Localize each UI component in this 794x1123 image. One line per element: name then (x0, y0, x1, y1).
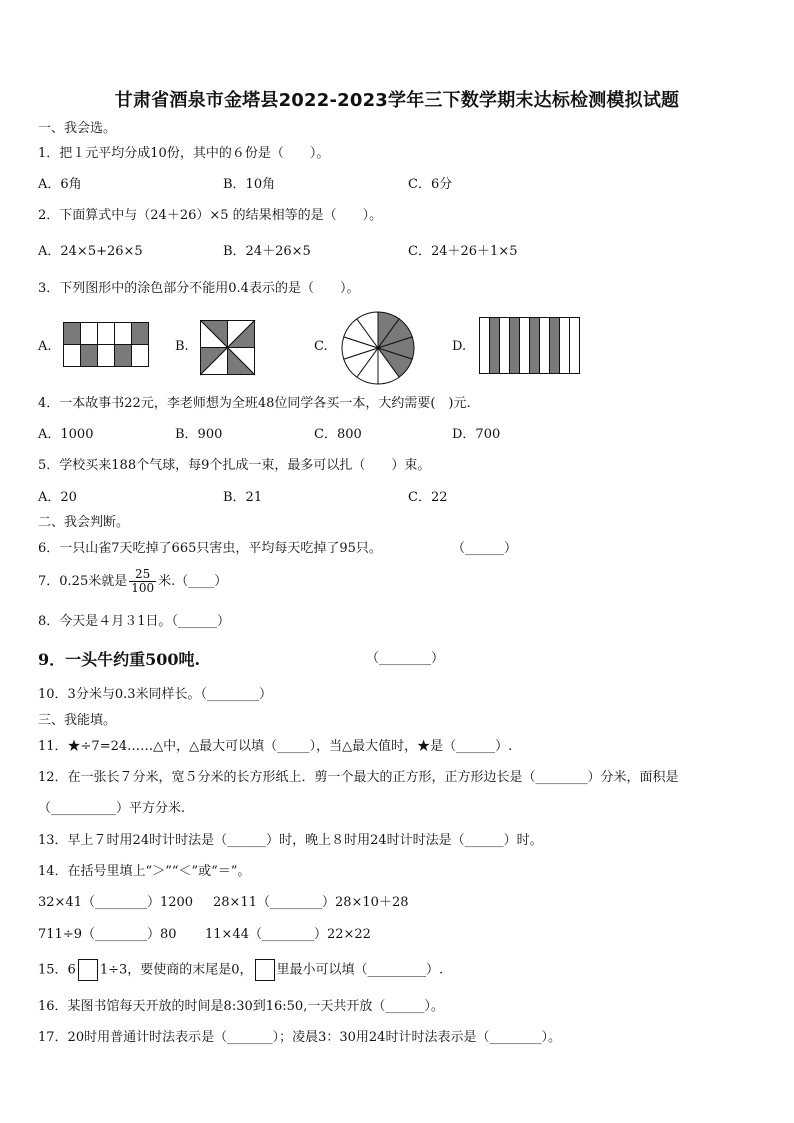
q2-option-c: C．24＋26＋1×5 (408, 244, 518, 259)
figure-a-grid (63, 322, 150, 368)
question-8: 8．今天是４月３1日。（______） (38, 614, 231, 629)
q1-option-b: B．10角 (223, 177, 276, 192)
strip (500, 318, 510, 374)
q2-option-b: B．24＋26×5 (223, 244, 311, 259)
strip (530, 318, 540, 374)
q7-suffix: 米.（____） (158, 574, 228, 589)
q4-option-c: C．800 (314, 427, 362, 442)
digit-box[interactable] (78, 959, 98, 981)
question-10: 10．3分米与0.3米同样长。（________） (38, 687, 272, 702)
question-3: 3．下列图形中的涂色部分不能用0.4表示的是（ ）。 (38, 281, 360, 296)
q4-option-a: A．1000 (38, 427, 94, 442)
q2-option-a: A．24×5+26×5 (38, 244, 143, 259)
q14-item-2: 28×11（________）28×10＋28 (213, 895, 409, 910)
q1-option-c: C．6分 (408, 177, 453, 192)
question-14: 14．在括号里填上“＞”“＜”或“＝”。 (38, 864, 251, 879)
q14-item-3: 711÷9（________）80 (38, 927, 177, 942)
figure-b-square (200, 320, 256, 376)
question-16: 16．某图书馆每天开放的时间是8:30到16:50,一天共开放（______）。 (38, 999, 444, 1014)
strip (560, 318, 570, 374)
q3-option-c: C. (314, 339, 328, 354)
strip (510, 318, 520, 374)
q7-fraction (129, 568, 156, 595)
q1-option-a: A．6角 (38, 177, 82, 192)
q3-option-a: A. (38, 339, 52, 354)
fraction-denominator: 100 (131, 581, 155, 595)
q15-part-2: 1÷3，要使商的末尾是0， (99, 962, 253, 978)
strip (480, 318, 490, 374)
strip (550, 318, 560, 374)
q14-item-1: 32×41（________）1200 (38, 895, 194, 910)
q4-option-d: D．700 (452, 427, 501, 442)
question-4: 4．一本故事书22元，李老师想为全班48位同学各买一本，大约需要( )元. (38, 396, 471, 411)
strip (570, 318, 580, 374)
question-7 (38, 568, 227, 595)
q15-part-1: 15．6 (38, 962, 76, 978)
question-2: 2．下面算式中与（24＋26）×5 的结果相等的是（ ）。 (38, 208, 383, 223)
section-heading-1: 一、我会选。 (38, 121, 117, 136)
q5-option-b: B．21 (223, 490, 263, 505)
question-5: 5．学校买来188个气球，每9个扎成一束，最多可以扎（ ）束。 (38, 458, 431, 473)
q15-part-3: 里最小可以填（_________）. (276, 962, 444, 978)
q3-option-d: D. (452, 339, 467, 354)
q4-option-b: B．900 (175, 427, 223, 442)
q3-option-b: B. (175, 339, 189, 354)
q5-option-c: C．22 (408, 490, 448, 505)
question-17: 17．20时用普通计时法表示是（_______）；凌晨3：30用24时计时法表示是（________）。 (38, 1030, 561, 1045)
figure-d-strips (479, 317, 581, 375)
strip (520, 318, 530, 374)
q5-option-a: A．20 (38, 490, 77, 505)
question-6: 6．一只山雀7天吃掉了665只害虫，平均每天吃掉了95只。 (38, 541, 382, 556)
fraction-numerator: 25 (129, 568, 156, 582)
strip (540, 318, 550, 374)
question-9: 9．一头牛约重500吨. (38, 650, 201, 669)
question-15 (38, 959, 443, 981)
q6-answer-blank[interactable]: （______） (452, 541, 518, 556)
question-13: 13．早上７时用24时计时法是（______）时，晚上８时用24时计时法是（______）时。 (38, 833, 543, 848)
digit-box[interactable] (255, 959, 275, 981)
strip (490, 318, 500, 374)
q14-item-4: 11×44（________）22×22 (205, 927, 371, 942)
page-title: 甘肃省酒泉市金塔县2022-2023学年三下数学期末达标检测模拟试题 (114, 90, 680, 111)
q9-answer-blank[interactable]: （________） (366, 651, 445, 666)
figure-c-circle (340, 310, 416, 386)
section-heading-3: 三、我能填。 (38, 713, 117, 728)
question-12-line-2: （__________）平方分米. (38, 801, 186, 816)
question-12-line-1: 12．在一张长７分米，宽５分米的长方形纸上．剪一个最大的正方形，正方形边长是（________）分米，面积是 (38, 770, 679, 785)
q7-prefix: 7．0.25米就是 (38, 574, 128, 589)
section-heading-2: 二、我会判断。 (38, 515, 130, 530)
question-1: 1．把１元平均分成10份，其中的６份是（ ）。 (38, 146, 330, 161)
question-11: 11．★÷7=24……△中，△最大可以填（_____），当△最大值时，★是（______）. (38, 739, 513, 754)
